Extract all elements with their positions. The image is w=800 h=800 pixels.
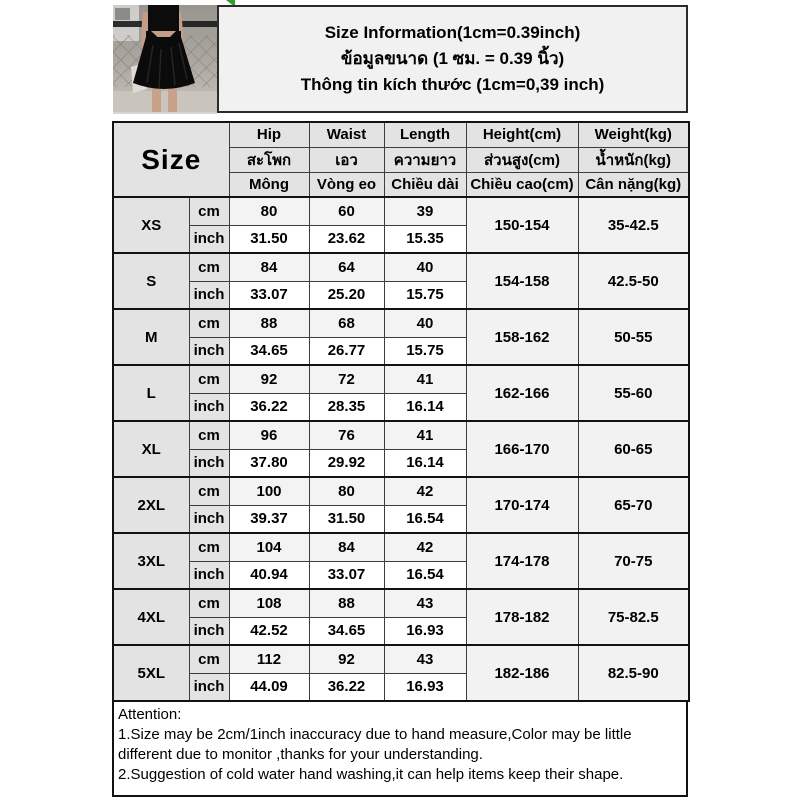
value-cell: 80 [309,477,384,505]
size-info-title-box [217,5,688,113]
value-cell: 39 [384,197,466,225]
value-cell: 60 [309,197,384,225]
unit-label-inch: inch [189,505,229,533]
value-cell: 68 [309,309,384,337]
unit-label-inch: inch [189,617,229,645]
value-cell: 72 [309,365,384,393]
height-range-cell: 178-182 [466,589,578,645]
table-row [113,253,689,281]
value-cell: 42 [384,477,466,505]
value-cell: 80 [229,197,309,225]
product-photo [113,5,217,114]
unit-label-inch: inch [189,225,229,253]
value-cell: 36.22 [309,673,384,701]
weight-range-cell: 42.5-50 [578,253,689,309]
unit-label-cm: cm [189,197,229,225]
attention-note [112,702,688,797]
unit-label-cm: cm [189,253,229,281]
weight-range-cell: 60-65 [578,421,689,477]
value-cell: 37.80 [229,449,309,477]
value-cell: 16.93 [384,617,466,645]
value-cell: 84 [309,533,384,561]
col-header-waist-vi: Vòng eo [309,172,384,197]
value-cell: 84 [229,253,309,281]
header-row-english [113,122,689,147]
value-cell: 64 [309,253,384,281]
size-label: 3XL [113,533,189,589]
col-header-length-en: Length [384,122,466,147]
value-cell: 36.22 [229,393,309,421]
value-cell: 16.93 [384,673,466,701]
size-label: 4XL [113,589,189,645]
size-table [112,121,690,702]
size-label: M [113,309,189,365]
col-header-hip-en: Hip [229,122,309,147]
unit-label-inch: inch [189,561,229,589]
unit-label-cm: cm [189,645,229,673]
unit-label-cm: cm [189,533,229,561]
weight-range-cell: 65-70 [578,477,689,533]
size-table-wrap [112,121,688,797]
col-header-height-vi: Chiều cao(cm) [466,172,578,197]
value-cell: 40 [384,309,466,337]
height-range-cell: 174-178 [466,533,578,589]
unit-label-inch: inch [189,281,229,309]
unit-label-cm: cm [189,589,229,617]
size-label: S [113,253,189,309]
product-photo-illustration [113,5,217,112]
value-cell: 43 [384,645,466,673]
value-cell: 26.77 [309,337,384,365]
unit-label-cm: cm [189,309,229,337]
unit-label-cm: cm [189,365,229,393]
col-header-length-vi: Chiều dài [384,172,466,197]
value-cell: 29.92 [309,449,384,477]
height-range-cell: 150-154 [466,197,578,253]
col-header-weight-vi: Cân nặng(kg) [578,172,689,197]
size-header-cell: Size [113,122,229,197]
value-cell: 16.54 [384,561,466,589]
size-label: 5XL [113,645,189,701]
value-cell: 33.07 [229,281,309,309]
value-cell: 31.50 [309,505,384,533]
weight-range-cell: 70-75 [578,533,689,589]
value-cell: 28.35 [309,393,384,421]
size-label: 2XL [113,477,189,533]
title-thai: ข้อมูลขนาด (1 ซม. = 0.39 นิ้ว) [340,49,565,68]
table-row [113,365,689,393]
value-cell: 41 [384,365,466,393]
height-range-cell: 154-158 [466,253,578,309]
unit-label-inch: inch [189,449,229,477]
unit-label-cm: cm [189,477,229,505]
col-header-height-en: Height(cm) [466,122,578,147]
value-cell: 42 [384,533,466,561]
value-cell: 23.62 [309,225,384,253]
unit-label-inch: inch [189,337,229,365]
col-header-waist-en: Waist [309,122,384,147]
attention-item-2: 2.Suggestion of cold water hand washing,it can help items keep their shape. [118,766,624,783]
value-cell: 25.20 [309,281,384,309]
value-cell: 15.75 [384,281,466,309]
title-vietnamese: Thông tin kích thước (1cm=0,39 inch) [300,75,605,94]
value-cell: 92 [229,365,309,393]
value-cell: 100 [229,477,309,505]
col-header-height-th: ส่วนสูง(cm) [466,147,578,172]
col-header-waist-th: เอว [309,147,384,172]
table-row [113,589,689,617]
value-cell: 88 [229,309,309,337]
unit-label-inch: inch [189,673,229,701]
unit-label-inch: inch [189,393,229,421]
value-cell: 34.65 [229,337,309,365]
value-cell: 96 [229,421,309,449]
value-cell: 92 [309,645,384,673]
size-label: XS [113,197,189,253]
table-row [113,197,689,225]
value-cell: 16.54 [384,505,466,533]
value-cell: 42.52 [229,617,309,645]
height-range-cell: 158-162 [466,309,578,365]
table-row [113,645,689,673]
value-cell: 16.14 [384,393,466,421]
value-cell: 76 [309,421,384,449]
value-cell: 39.37 [229,505,309,533]
height-range-cell: 182-186 [466,645,578,701]
table-row [113,477,689,505]
table-row [113,309,689,337]
value-cell: 16.14 [384,449,466,477]
weight-range-cell: 50-55 [578,309,689,365]
value-cell: 15.75 [384,337,466,365]
value-cell: 31.50 [229,225,309,253]
table-row [113,421,689,449]
table-row [113,533,689,561]
size-label: XL [113,421,189,477]
value-cell: 43 [384,589,466,617]
size-label: L [113,365,189,421]
col-header-length-th: ความยาว [384,147,466,172]
value-cell: 104 [229,533,309,561]
weight-range-cell: 82.5-90 [578,645,689,701]
value-cell: 15.35 [384,225,466,253]
col-header-hip-th: สะโพก [229,147,309,172]
height-range-cell: 166-170 [466,421,578,477]
value-cell: 33.07 [309,561,384,589]
value-cell: 40.94 [229,561,309,589]
title-english: Size Information(1cm=0.39inch) [324,23,581,42]
weight-range-cell: 55-60 [578,365,689,421]
value-cell: 112 [229,645,309,673]
attention-item-1: 1.Size may be 2cm/1inch inaccuracy due to hand measure,Color may be little different due to monitor ,thanks for your understanding. [118,726,632,763]
weight-range-cell: 75-82.5 [578,589,689,645]
attention-title: Attention: [118,706,182,723]
value-cell: 44.09 [229,673,309,701]
value-cell: 108 [229,589,309,617]
unit-label-cm: cm [189,421,229,449]
height-range-cell: 170-174 [466,477,578,533]
value-cell: 88 [309,589,384,617]
value-cell: 34.65 [309,617,384,645]
value-cell: 41 [384,421,466,449]
col-header-hip-vi: Mông [229,172,309,197]
col-header-weight-en: Weight(kg) [578,122,689,147]
weight-range-cell: 35-42.5 [578,197,689,253]
value-cell: 40 [384,253,466,281]
height-range-cell: 162-166 [466,365,578,421]
col-header-weight-th: น้ำหนัก(kg) [578,147,689,172]
